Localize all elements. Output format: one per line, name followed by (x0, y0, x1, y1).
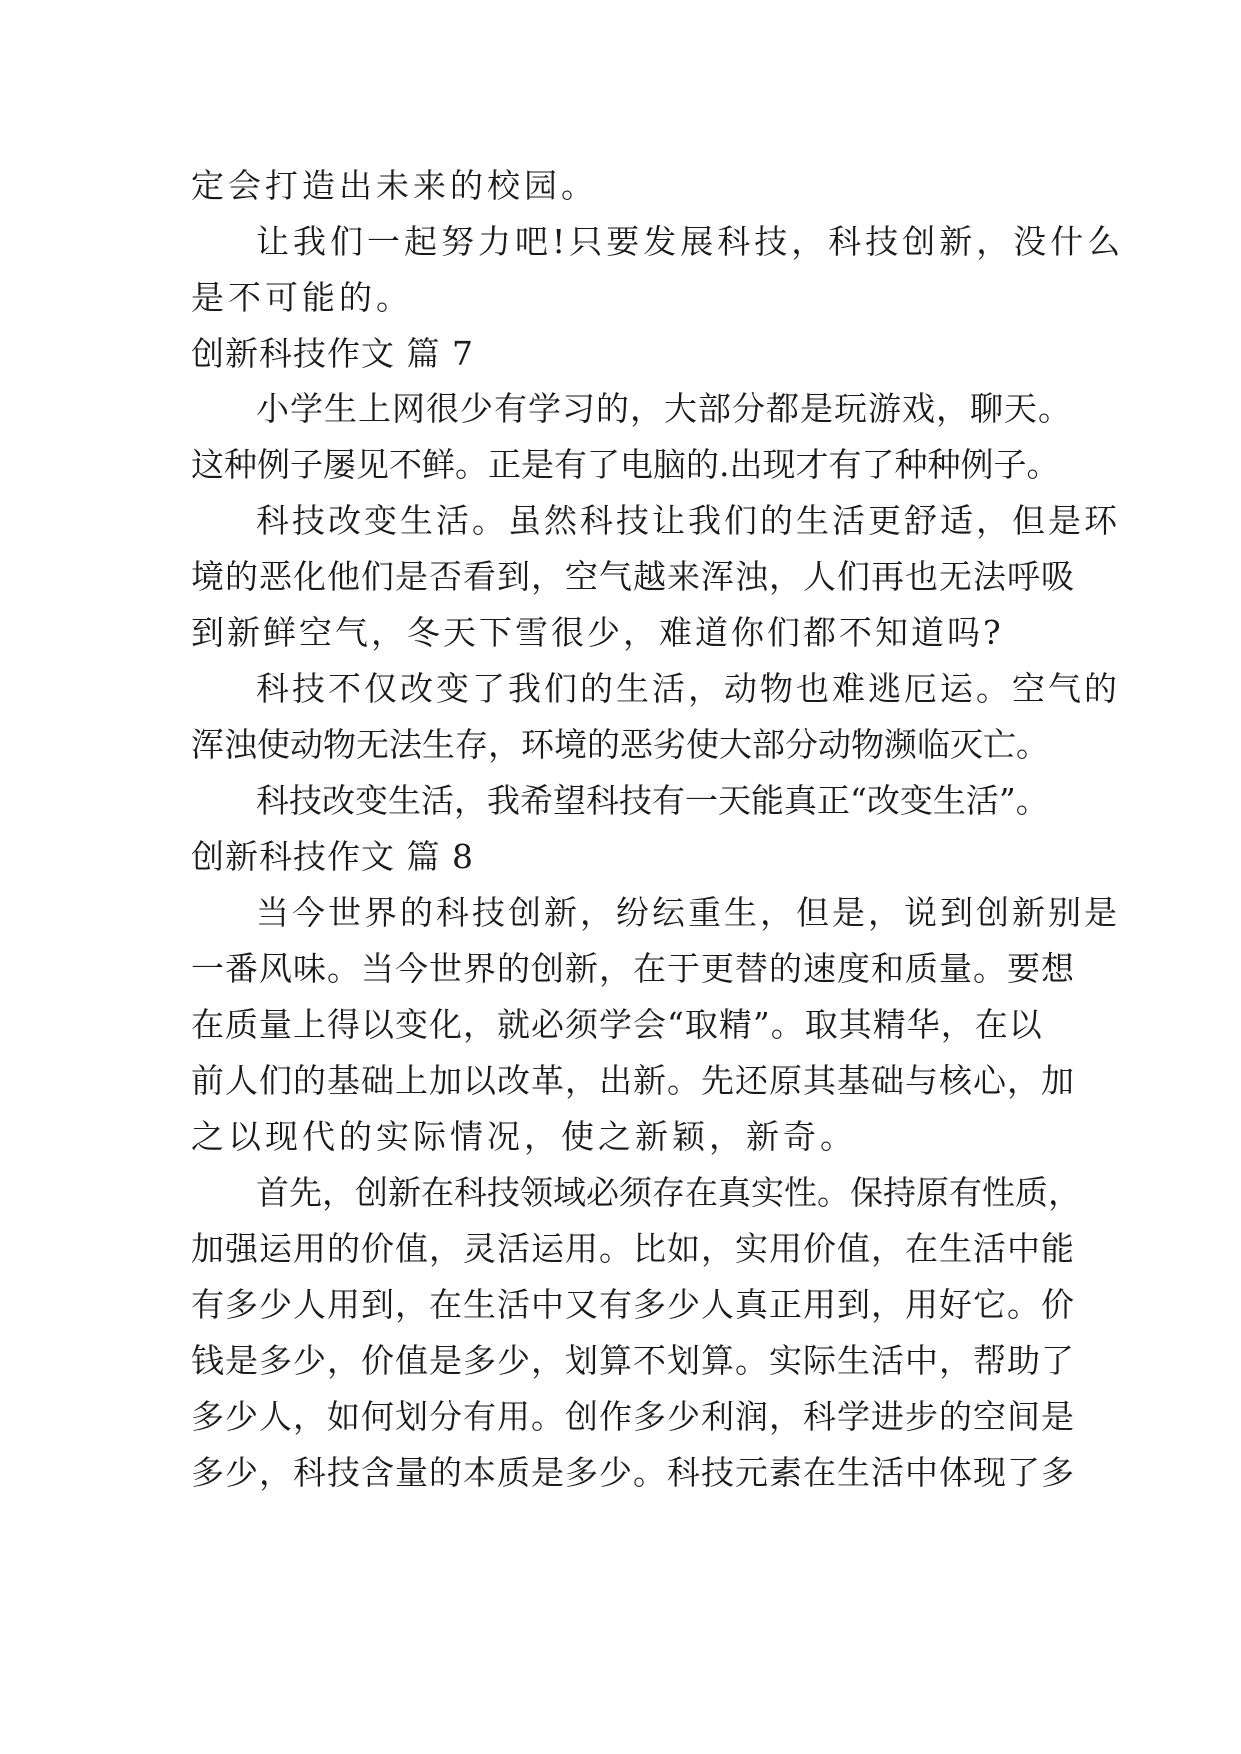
paragraph-line: 定会打造出未来的校园。 (191, 166, 598, 205)
paragraph-line: 首先，创新在科技领域必须存在真实性。保持原有性质， (256, 1173, 1081, 1212)
paragraph-line: 之以现代的实际情况，使之新颖，新奇。 (191, 1117, 857, 1156)
section-heading: 创新科技作文 篇 7 (191, 334, 474, 373)
paragraph-line: 有多少人用到，在生活中又有多少人真正用到，用好它。价 (191, 1285, 1075, 1324)
paragraph-line: 科技改变生活，我希望科技有一天能真正“改变生活”。 (256, 781, 1049, 820)
paragraph-line: 境的恶化他们是否看到，空气越来浑浊，人们再也无法呼吸 (191, 557, 1075, 596)
paragraph-line: 一番风味。当今世界的创新，在于更替的速度和质量。要想 (191, 949, 1075, 988)
paragraph-line: 在质量上得以变化，就必须学会“取精”。取其精华，在以 (191, 1005, 1043, 1044)
paragraph-line: 多少，科技含量的本质是多少。科技元素在生活中体现了多 (191, 1453, 1075, 1492)
paragraph-line: 前人们的基础上加以改革，出新。先还原其基础与核心，加 (191, 1061, 1075, 1100)
paragraph-line: 钱是多少，价值是多少，划算不划算。实际生活中，帮助了 (191, 1341, 1075, 1380)
paragraph-line: 到新鲜空气，冬天下雪很少，难道你们都不知道吗? (191, 613, 1004, 652)
paragraph-line: 浑浊使动物无法生存，环境的恶劣使大部分动物濒临灭亡。 (191, 725, 1049, 764)
paragraph-line: 科技不仅改变了我们的生活，动物也难逃厄运。空气的 (256, 669, 1120, 708)
paragraph-line: 科技改变生活。虽然科技让我们的生活更舒适，但是环 (256, 501, 1120, 540)
paragraph-line: 是不可能的。 (191, 278, 413, 317)
paragraph-line: 多少人，如何划分有用。创作多少利润，科学进步的空间是 (191, 1397, 1075, 1436)
paragraph-line: 小学生上网很少有学习的，大部分都是玩游戏，聊天。 (256, 389, 1072, 428)
paragraph-line: 当今世界的科技创新，纷纭重生，但是，说到创新别是 (256, 893, 1120, 932)
paragraph-line: 这种例子屡见不鲜。正是有了电脑的.出现才有了种种例子。 (191, 445, 1060, 484)
section-heading: 创新科技作文 篇 8 (191, 837, 474, 876)
paragraph-line: 让我们一起努力吧!只要发展科技，科技创新，没什么 (256, 222, 1125, 261)
paragraph-line: 加强运用的价值，灵活运用。比如，实用价值，在生活中能 (191, 1229, 1075, 1268)
